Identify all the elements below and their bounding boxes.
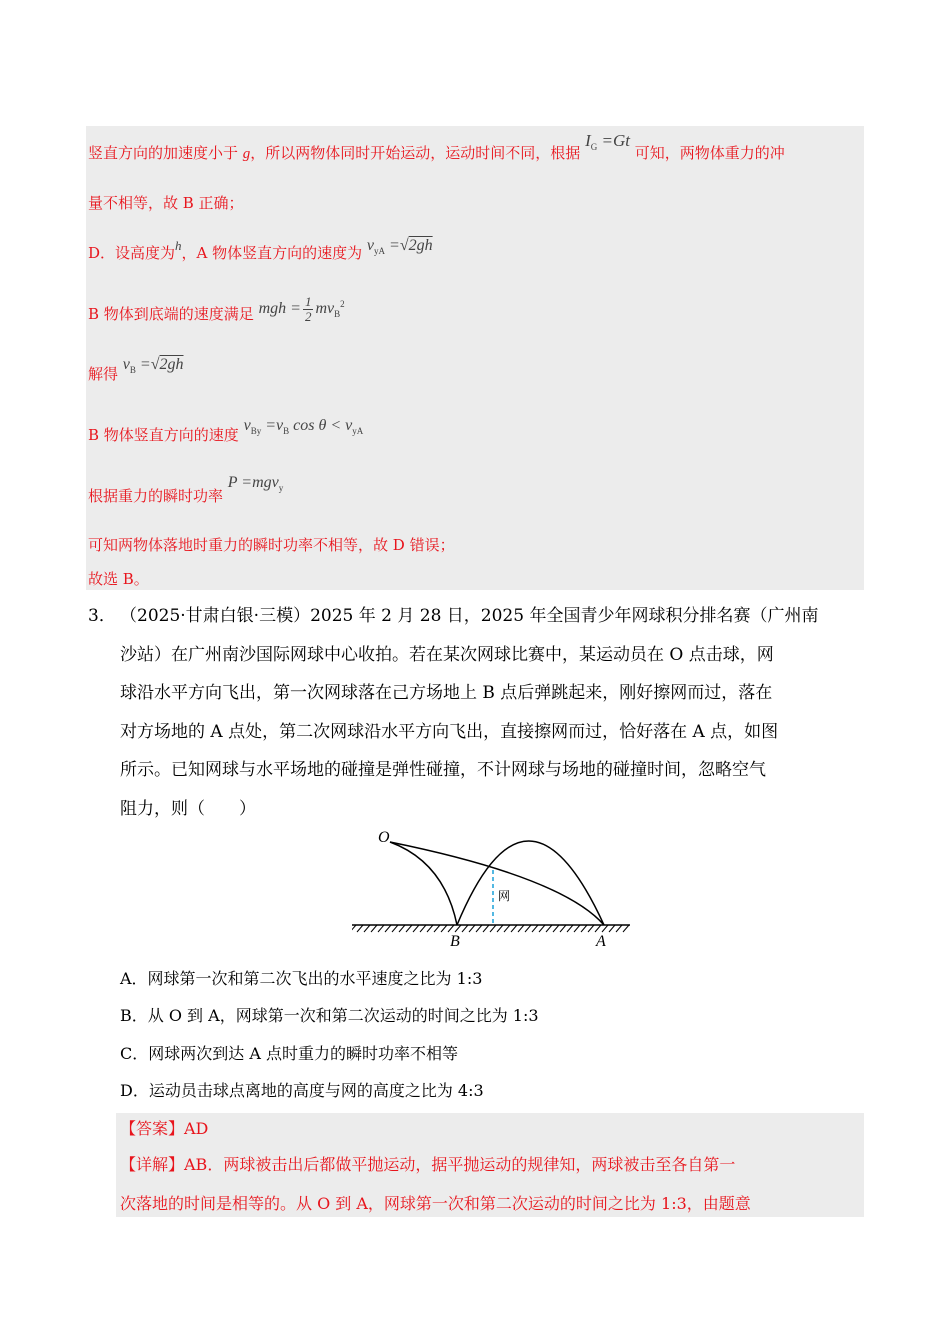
symbol-h: h [175,238,182,253]
text-seg: 可知，两物体重力的冲 [634,144,785,162]
formula-sub: B [334,309,341,319]
hatch-mark [364,925,370,932]
question-number: 3． [88,606,116,626]
option-b[interactable]: B．从 O 到 A，网球第一次和第二次运动的时间之比为 1:3 [120,1006,539,1025]
question-line: 所示。已知网球与水平场地的碰撞是弹性碰撞，不计网球与场地的碰撞时间，忽略空气 [120,760,766,780]
formula-part: v [366,237,375,254]
text-seg: B 物体竖直方向的速度 [88,426,239,444]
hatch-mark [371,925,377,932]
formula-part: I [585,131,591,150]
answer-detail-line-1: 【详解】AB．两球被击出后都做平抛运动，据平抛运动的规律知，两球被击至各自第一 [120,1155,736,1174]
solution-line-6 [88,417,364,451]
text-seg: 解得 [88,365,119,383]
hatch-mark [532,925,538,932]
formula-vya: $v_{yA} =√2gh$ [366,237,433,256]
option-a[interactable]: A．网球第一次和第二次飞出的水平速度之比为 1:3 [120,969,483,988]
hatch-mark [623,925,629,932]
text-seg: D．设高度为 [88,244,176,262]
hatch-mark [581,925,587,932]
formula-sqrt: 2gh [159,356,184,373]
hatch-mark [595,925,601,932]
text-seg: B 物体到底端的速度满足 [88,305,254,323]
formula-vb: $v_B =√2gh$ [122,356,184,375]
hatch-mark [385,925,391,932]
hatch-mark [399,925,405,932]
text-seg: 竖直方向的加速度小于 [88,144,243,162]
formula-sup: 2 [340,299,345,309]
solution-line-9: 故选 B。 [88,570,149,588]
hatch-mark [511,925,517,932]
formula-part: P =mgv [227,474,279,491]
hatch-mark [406,925,412,932]
solution-line-7 [88,474,284,512]
option-c[interactable]: C．网球两次到达 A 点时重力的瞬时功率不相等 [120,1044,458,1063]
formula-sub: yA [352,426,364,436]
text-seg: ，所以两物体同时开始运动，运动时间不同，根据 [250,144,581,162]
hatch-mark [357,925,363,932]
formula-energy [258,293,345,324]
solution-line-5 [88,356,184,390]
solution-line-2: 量不相等，故 B 正确； [88,194,244,212]
hatch-mark [434,925,440,932]
formula-part: cos θ < v [289,417,353,434]
frac-num: 1 [304,293,312,309]
solution-line-8: 可知两物体落地时重力的瞬时功率不相等，故 D 错误； [88,536,455,554]
hatch-mark [574,925,580,932]
answer-detail-line-2: 次落地的时间是相等的。从 O 到 A，网球第一次和第二次运动的时间之比为 1:3，由题意 [120,1194,751,1213]
hatch-mark [483,925,489,932]
formula-sub: B [283,426,290,436]
hatch-mark [588,925,594,932]
formula-sqrt: 2gh [408,237,433,254]
formula-part: = [135,356,151,373]
question-line: 球沿水平方向飞出，第一次网球落在己方场地上 B 点后弹跳起来，刚好擦网而过，落在 [120,683,773,703]
fraction-half [303,295,314,324]
hatch-mark [497,925,503,932]
question-text [120,597,860,828]
ground-hatching [352,925,630,932]
hatch-mark [392,925,398,932]
hatch-mark [490,925,496,932]
solution-line-1 [88,131,785,169]
trajectory-second-flight [390,842,604,925]
formula-sub: G [590,142,598,152]
hatch-mark [553,925,559,932]
question-line: 沙站）在广州南沙国际网球中心收拍。若在某次网球比赛中，某运动员在 O 点击球，网 [120,644,774,665]
formula-part: v [243,417,251,434]
hatch-mark [560,925,566,932]
hatch-mark [567,925,573,932]
formula-sub: By [250,426,262,436]
label-net: 网 [498,889,511,903]
formula-part: v [122,356,130,373]
hatch-mark [378,925,384,932]
question-line: 阻力，则（ ） [120,798,256,819]
hatch-mark [602,925,608,932]
label-b: B [450,933,460,950]
hatch-mark [352,925,356,932]
solution-line-3 [88,237,433,269]
text-seg: 根据重力的瞬时功率 [88,487,224,505]
formula-vby [244,417,364,434]
hatch-mark [476,925,482,932]
formula-part: mv [315,300,335,317]
hatch-mark [455,925,461,932]
formula-sub: B [129,365,136,375]
hatch-mark [518,925,524,932]
solution-line-4 [88,293,345,330]
formula-part: =Gt [597,131,630,150]
hatch-mark [539,925,545,932]
question-line: 对方场地的 A 点处，第二次网球沿水平方向飞出，直接擦网而过，恰好落在 A 点，如图 [120,721,779,742]
formula-power [228,474,283,491]
hatch-mark [616,925,622,932]
trajectory-figure [352,822,632,952]
label-o: O [378,829,390,846]
formula-part: = [385,237,400,254]
hatch-mark [420,925,426,932]
hatch-mark [546,925,552,932]
text-seg: ，A 物体竖直方向的速度为 [181,244,363,262]
label-a: A [596,933,606,950]
formula-sub: y [278,483,284,493]
formula-part: mgh = [258,300,301,317]
option-d[interactable]: D．运动员击球点离地的高度与网的高度之比为 4:3 [120,1081,484,1100]
question-line: （2025·甘肃白银·三模）2025 年 2 月 28 日，2025 年全国青少年网球积分排名赛（广州南 [120,606,819,626]
formula-part: =v [261,417,284,434]
hatch-mark [462,925,468,932]
hatch-mark [413,925,419,932]
hatch-mark [448,925,454,932]
hatch-mark [525,925,531,932]
formula-impulse [585,131,630,150]
frac-den: 2 [304,308,312,324]
hatch-mark [504,925,510,932]
hatch-mark [469,925,475,932]
trajectory-bounce [457,841,604,925]
symbol-g: g [242,146,251,162]
answer-label: 【答案】AD [120,1119,209,1138]
hatch-mark [427,925,433,932]
hatch-mark [441,925,447,932]
hatch-mark [609,925,615,932]
formula-sub: yA [374,246,386,256]
